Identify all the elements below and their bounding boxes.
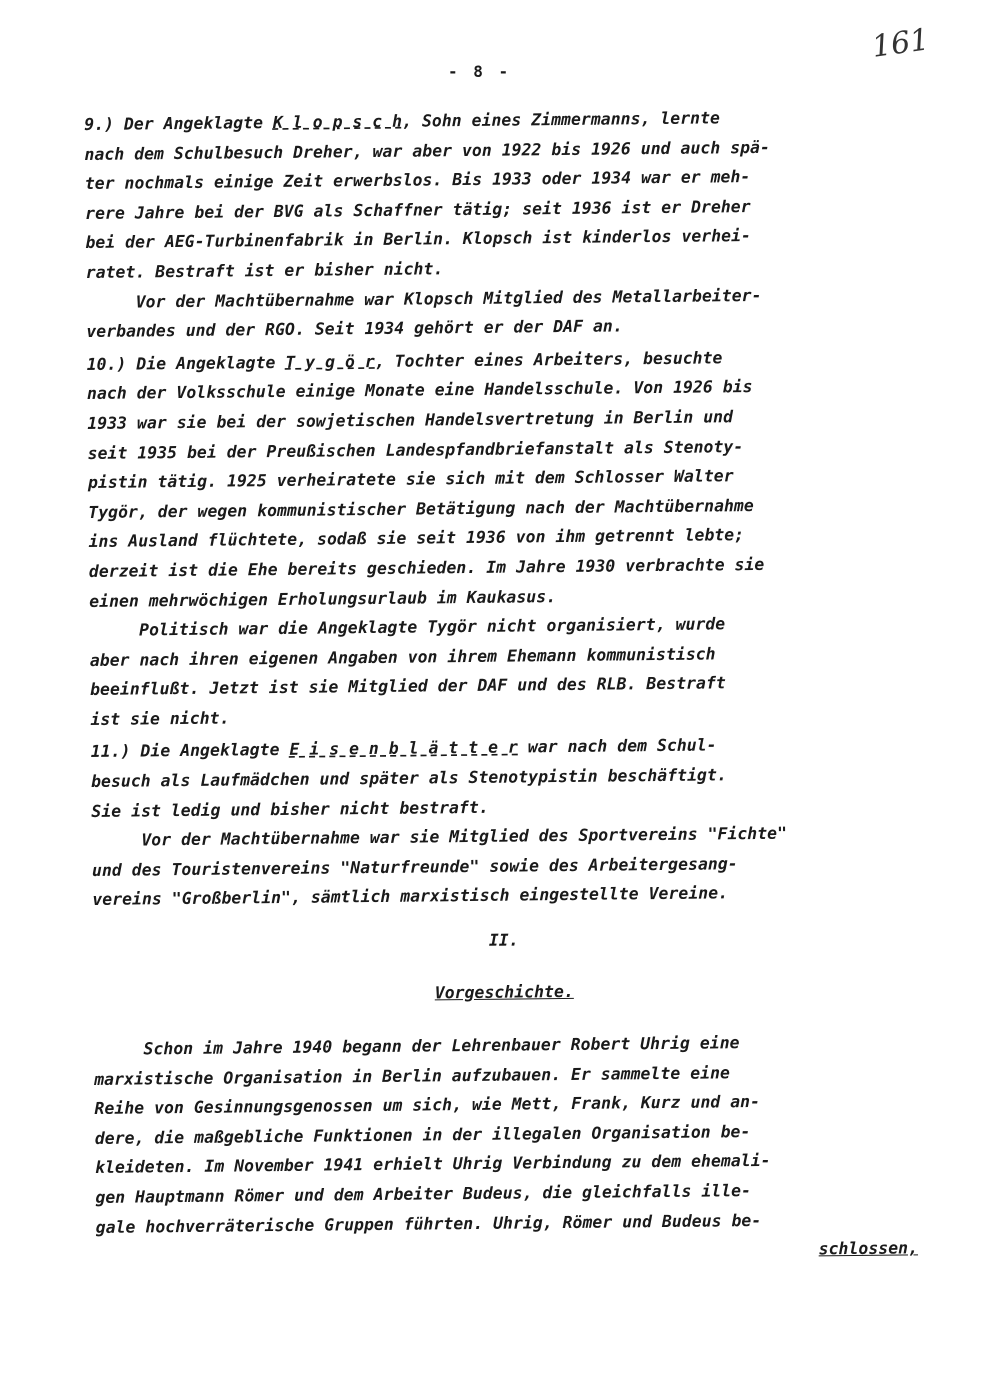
paragraph-defendant-11 bbox=[91, 729, 915, 915]
text-line: gale hochverräterische Gruppen führten. Uhrig, Römer und Budeus be- bbox=[95, 1210, 762, 1237]
text-line: marxistische Organisation in Berlin aufzubauen. Er sammelte eine bbox=[94, 1062, 730, 1089]
text-line: kleideten. Im November 1941 erhielt Uhrig Verbindung zu dem ehemali- bbox=[94, 1151, 771, 1178]
text-line: und des Touristenvereins "Naturfreunde" sowie des Arbeitergesang- bbox=[91, 854, 738, 880]
text-line: derzeit ist die Ehe bereits geschieden. Im Jahre 1930 verbrachte sie bbox=[88, 554, 765, 581]
section-heading: Vorgeschichte. bbox=[434, 981, 574, 1003]
text-line: 11.) Die Angeklagte E i s e n b l ä t t e r war nach dem Schul- bbox=[90, 735, 717, 762]
item-number: 9.) bbox=[84, 114, 115, 134]
text-line: vereins "Großberlin", sämtlich marxistisch eingestellte Vereine. bbox=[92, 883, 729, 910]
text-line: Vor der Machtübernahme war Klopsch Mitglied des Metallarbeiter- bbox=[85, 285, 762, 312]
text-line: Tygör, der wegen kommunistischer Betätigung nach der Machtübernahme bbox=[88, 495, 754, 522]
page-number: - 8 - bbox=[448, 62, 512, 81]
paragraph-defendant-10 bbox=[87, 341, 913, 734]
section-number: II. bbox=[488, 930, 519, 950]
text-line: ratet. Bestraft ist er bisher nicht. bbox=[85, 259, 444, 282]
paragraph-history bbox=[94, 1026, 918, 1271]
text-line: 10.) Die Angeklagte T y g ö r, Tochter eines Arbeiters, besuchte bbox=[86, 348, 723, 374]
text-line: pistin tätig. 1925 verheiratete sie sich mit dem Schlosser Walter bbox=[87, 466, 734, 493]
text-line: aber nach ihren eigenen Angaben von ihrem Ehemann kommunistisch bbox=[89, 644, 716, 670]
text-line: verbandes und der RGO. Seit 1934 gehört er der DAF an. bbox=[86, 316, 623, 342]
text-line: einen mehrwöchigen Erholungsurlaub im Kaukasus. bbox=[89, 586, 557, 611]
item-number: 10.) bbox=[86, 354, 127, 374]
catchword: schlossen, bbox=[818, 1238, 919, 1259]
text-line: Reihe von Gesinnungsgenossen um sich, wie Mett, Frank, Kurz und an- bbox=[94, 1092, 761, 1119]
text-line: dere, die maßgebliche Funktionen in der illegalen Organisation be- bbox=[94, 1121, 751, 1148]
defendant-name: T y g ö r bbox=[285, 351, 375, 372]
text-line: ter nochmals einige Zeit erwerbslos. Bis 1933 oder 1934 war er meh- bbox=[84, 167, 751, 194]
paragraph-defendant-9 bbox=[84, 101, 908, 346]
text-line: nach dem Schulbesuch Dreher, war aber von 1922 bis 1926 und auch spä- bbox=[84, 137, 770, 164]
text-line: nach der Volksschule einige Monate eine Handelsschule. Von 1926 bis bbox=[86, 377, 753, 404]
text-line: ins Ausland flüchtete, sodaß sie seit 1936 von ihm getrennt lebte; bbox=[88, 525, 745, 552]
document-body bbox=[84, 101, 918, 1271]
defendant-name: K l o p s c h bbox=[272, 111, 403, 133]
text-line: ist sie nicht. bbox=[90, 708, 230, 729]
item-number: 11.) bbox=[90, 742, 131, 762]
text-line: bei der AEG-Turbinenfabrik in Berlin. Klopsch ist kinderlos verhei- bbox=[85, 226, 752, 253]
text-line: gen Hauptmann Römer und dem Arbeiter Budeus, die gleichfalls ille- bbox=[95, 1181, 752, 1207]
text-line: seit 1935 bei der Preußischen Landespfandbriefanstalt als Stenoty- bbox=[87, 436, 744, 463]
text-line: Politisch war die Angeklagte Tygör nicht organisiert, wurde bbox=[89, 614, 726, 641]
defendant-name: E i s e n b l ä t t e r bbox=[289, 737, 518, 760]
handwritten-page-stamp: 161 bbox=[869, 22, 932, 65]
text-line: 1933 war sie bei der sowjetischen Handelsvertretung in Berlin und bbox=[87, 407, 734, 433]
text-line: 9.) Der Angeklagte K l o p s c h, Sohn eines Zimmermanns, lernte bbox=[84, 108, 721, 134]
text-line: Sie ist ledig und bisher nicht bestraft. bbox=[91, 797, 489, 821]
text-line: beeinflußt. Jetzt ist sie Mitglied der DAF und des RLB. Bestraft bbox=[89, 673, 726, 700]
text-line: rere Jahre bei der BVG als Schaffner tätig; seit 1936 ist er Dreher bbox=[84, 196, 751, 223]
text-line: besuch als Laufmädchen und später als Stenotypistin beschäftigt. bbox=[90, 765, 727, 792]
text-line: Vor der Machtübernahme war sie Mitglied des Sportvereins "Fichte" bbox=[91, 823, 788, 851]
text-line: Schon im Jahre 1940 begann der Lehrenbauer Robert Uhrig eine bbox=[93, 1033, 740, 1059]
